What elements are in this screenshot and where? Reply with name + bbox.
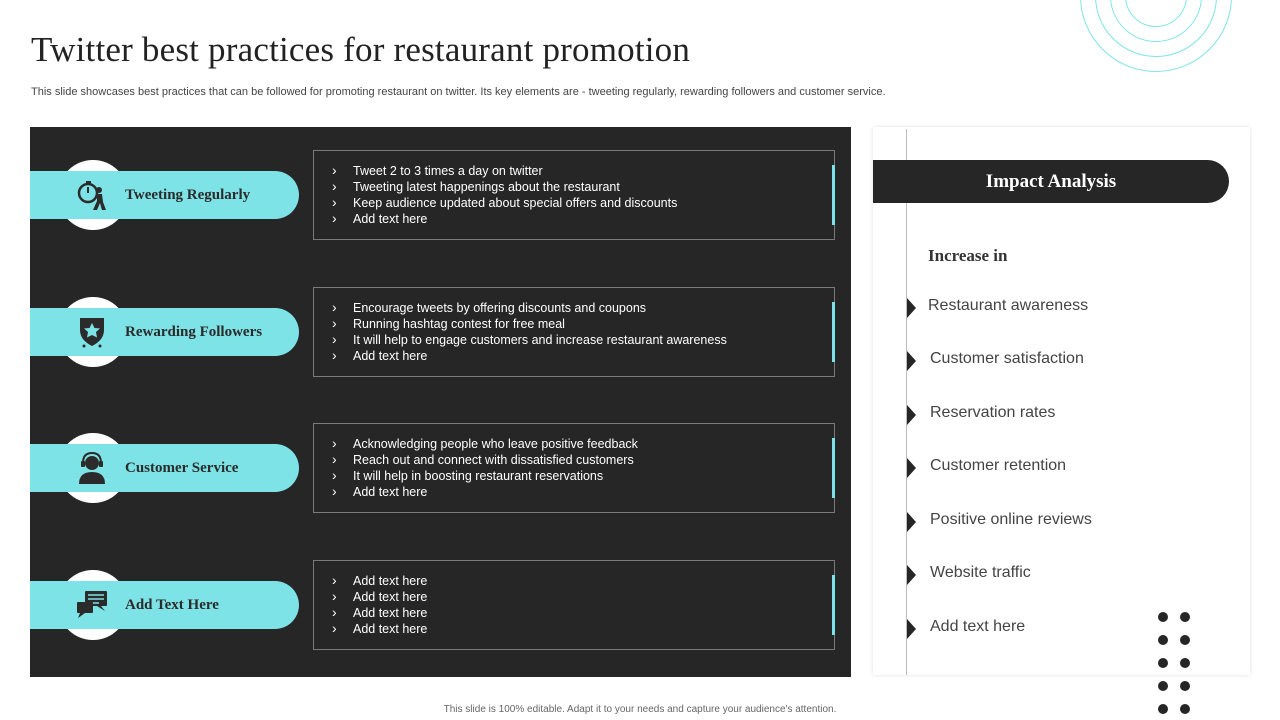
triangle-marker-icon [907,512,916,532]
shield-award-icon [74,314,110,350]
practice-row-rewarding [30,297,851,393]
bullet-item: › Encourage tweets by offering discounts and coupons [332,300,834,316]
bullet-item: › Keep audience updated about special offers and discounts [332,195,834,211]
bullet-item: › Acknowledging people who leave positive feedback [332,436,834,452]
triangle-marker-icon [907,405,916,425]
practice-pill [30,308,299,356]
bullet-item: › It will help in boosting restaurant reservations [332,468,834,484]
chat-bubbles-icon [74,587,110,623]
impact-analysis-card: Impact Analysis Increase in Restaurant awareness Customer satisfaction Reservation rates Customer retention Positive online reviews Website traffic Add text here [873,127,1250,675]
practice-bullets-box [313,150,835,240]
slide-subtitle: This slide showcases best practices that can be followed for promoting restaurant on twitter. Its key elements are - tweeting regularly, rewarding followers and customer service. [31,86,886,98]
practice-label: Customer Service [125,460,239,476]
triangle-marker-icon [907,619,916,639]
practice-bullets-box [313,287,835,377]
bullet-item: › Tweeting latest happenings about the restaurant [332,179,834,195]
bullet-item: › It will help to engage customers and increase restaurant awareness [332,332,834,348]
stopwatch-runner-icon [74,177,110,213]
practice-pill [30,444,299,492]
impact-subheading: Increase in [928,246,1008,265]
bullet-item: › Tweet 2 to 3 times a day on twitter [332,163,834,179]
practice-label: Tweeting Regularly [125,187,251,203]
bullet-item: › Add text here [332,589,834,605]
headset-agent-icon [74,450,110,486]
triangle-marker-icon [907,298,916,318]
practice-row-tweeting [30,160,851,256]
practices-panel [30,127,851,677]
decorative-circles [1080,0,1250,90]
bullet-item: › Running hashtag contest for free meal [332,316,834,332]
timeline-line [906,129,907,675]
bullet-item: › Reach out and connect with dissatisfied customers [332,452,834,468]
practice-bullets-box [313,560,835,650]
practice-bullets-box [313,423,835,513]
triangle-marker-icon [907,565,916,585]
triangle-marker-icon [907,351,916,371]
bullet-item: › Add text here [332,573,834,589]
bullet-item: › Add text here [332,484,834,500]
footer-note: This slide is 100% editable. Adapt it to your needs and capture your audience's attention. [443,704,837,715]
triangle-marker-icon [907,458,916,478]
practice-pill [30,171,299,219]
impact-heading: Impact Analysis [873,160,1229,203]
practice-row-customer-service [30,433,851,529]
bullet-item: › Add text here [332,348,834,364]
practice-label: Add Text Here [125,597,219,613]
practice-pill [30,581,299,629]
practice-row-add-text [30,570,851,666]
slide-title: Twitter best practices for restaurant promotion [31,30,691,69]
bullet-item: › Add text here [332,605,834,621]
bullet-item: › Add text here [332,211,834,227]
practice-label: Rewarding Followers [125,324,263,340]
bullet-item: › Add text here [332,621,834,637]
